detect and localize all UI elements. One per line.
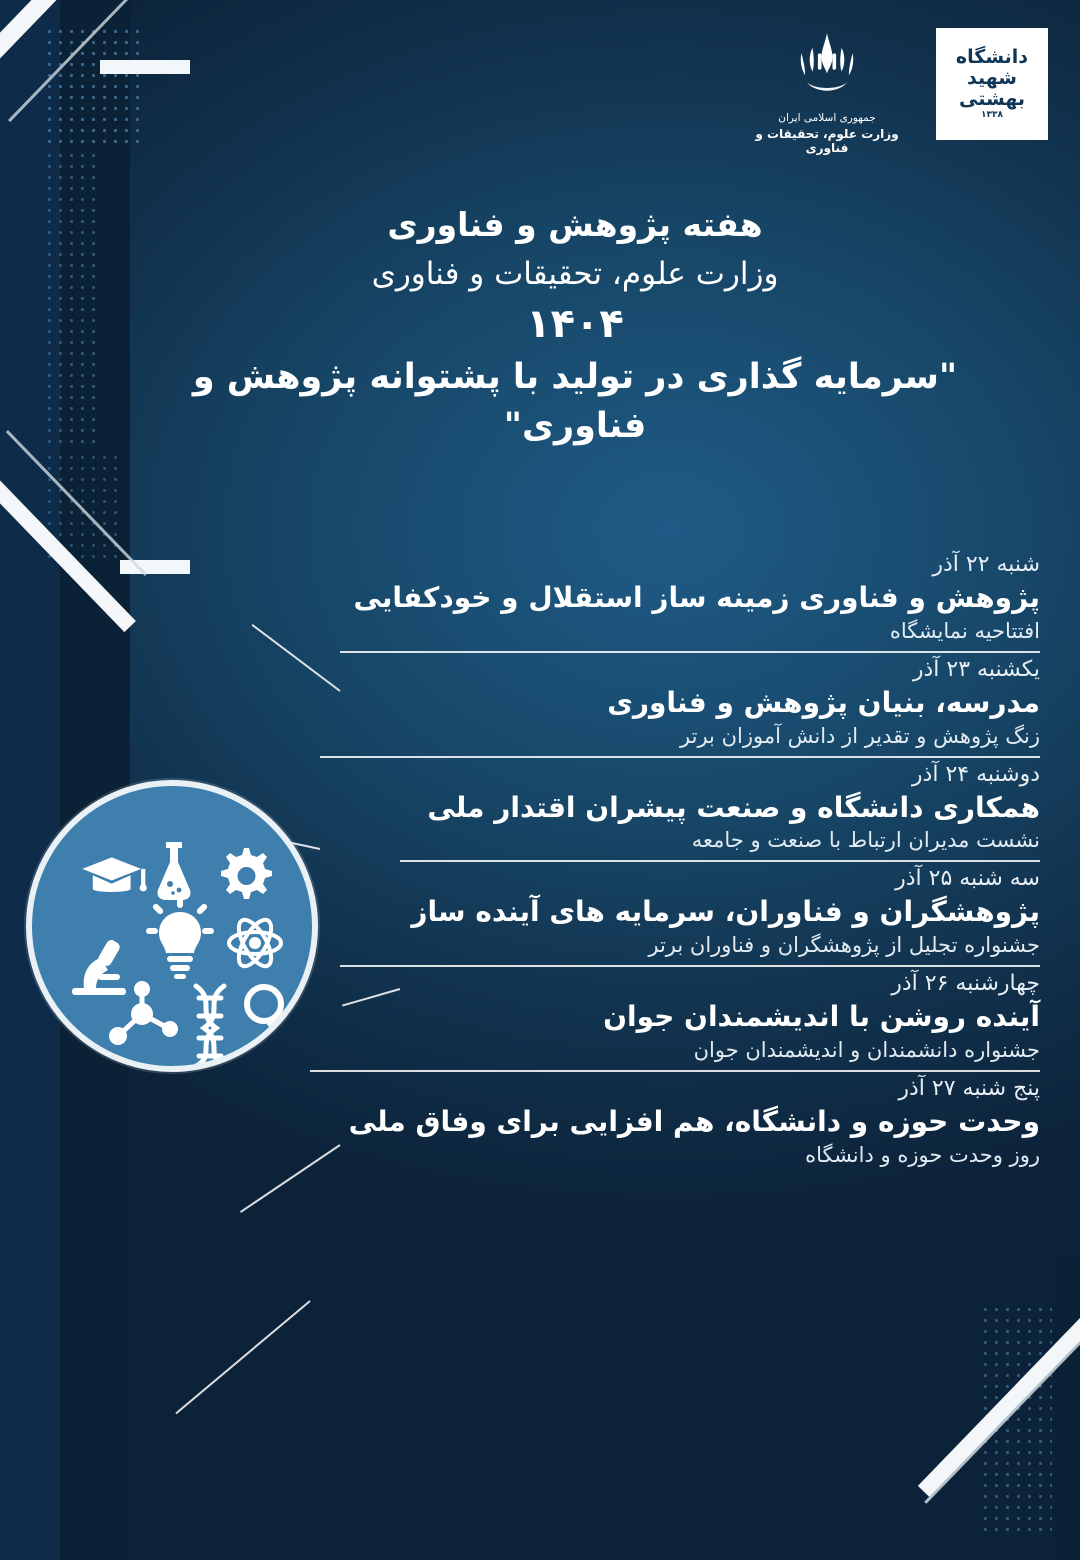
day-headline: پژوهشگران و فناوران، سرمایه های آینده ساز [411, 895, 1040, 929]
day-headline: وحدت حوزه و دانشگاه، هم افزایی برای وفاق ملی [348, 1104, 1040, 1138]
microscope-icon [72, 938, 126, 995]
day-date: شنبه ۲۲ آذر [932, 552, 1040, 577]
ministry-country-label: جمهوری اسلامی ایران [778, 112, 876, 124]
day-subtitle: روز وحدت حوزه و دانشگاه [805, 1142, 1040, 1167]
program-day-item [140, 548, 1040, 653]
day-date: پنج شنبه ۲۷ آذر [898, 1075, 1040, 1101]
day-subtitle: جشنواره تجلیل از پژوهشگران و فناوران برتر [648, 933, 1040, 958]
title-year: ۱۴۰۴ [526, 301, 624, 348]
right-edge-block [1054, 1260, 1080, 1560]
poster-header [0, 18, 1080, 188]
poster-title-block [150, 200, 1000, 451]
title-line-1: هفته پژوهش و فناوری [387, 205, 763, 244]
gear-icon [221, 848, 272, 899]
connector-line-5 [175, 1300, 310, 1414]
program-day-item [140, 653, 1040, 758]
science-icons-badge [26, 780, 318, 1072]
day-headline: پژوهش و فناوری زمینه ساز استقلال و خودکفایی [353, 581, 1040, 614]
day-headline: مدرسه، بنیان پژوهش و فناوری [607, 685, 1040, 719]
ministry-logo [742, 26, 912, 155]
atom-icon [229, 915, 281, 971]
university-logo [936, 28, 1048, 140]
day-date: سه شنبه ۲۵ آذر [895, 866, 1040, 892]
dot-pattern-middle [44, 150, 102, 450]
day-date: چهارشنبه ۲۶ آذر [891, 971, 1040, 997]
title-slogan: "سرمایه گذاری در تولید با پشتوانه پژوهش و فناوری" [192, 357, 958, 447]
university-logo-year: ۱۳۳۸ [981, 110, 1003, 121]
program-day-item [140, 1072, 1040, 1177]
day-headline: آینده روشن با اندیشمندان جوان [603, 1000, 1040, 1034]
title-line-2: وزارت علوم، تحقیقات و فناوری [371, 255, 779, 292]
day-subtitle: جشنواره دانشمندان و اندیشمندان جوان [693, 1037, 1040, 1062]
day-date: دوشنبه ۲۴ آذر [911, 761, 1040, 787]
day-headline: همکاری دانشگاه و صنعت پیشران اقتدار ملی [427, 790, 1040, 824]
day-subtitle: افتتاحیه نمایشگاه [889, 618, 1040, 643]
flask-icon [157, 842, 190, 900]
day-subtitle: زنگ پژوهش و تقدیر از دانش آموزان برتر [680, 723, 1040, 748]
university-logo-text: دانشگاه شهید بهشتی [955, 45, 1029, 110]
day-subtitle: نشست مدیران ارتباط با صنعت و جامعه [691, 828, 1040, 853]
ministry-name-label: وزارت علوم، تحقیقات و فناوری [755, 127, 899, 155]
graduation-cap-icon [82, 857, 146, 892]
iran-emblem-icon [781, 26, 873, 108]
day-date: یکشنبه ۲۳ آذر [912, 656, 1040, 682]
dna-icon [196, 986, 224, 1066]
lightbulb-icon [146, 896, 214, 979]
